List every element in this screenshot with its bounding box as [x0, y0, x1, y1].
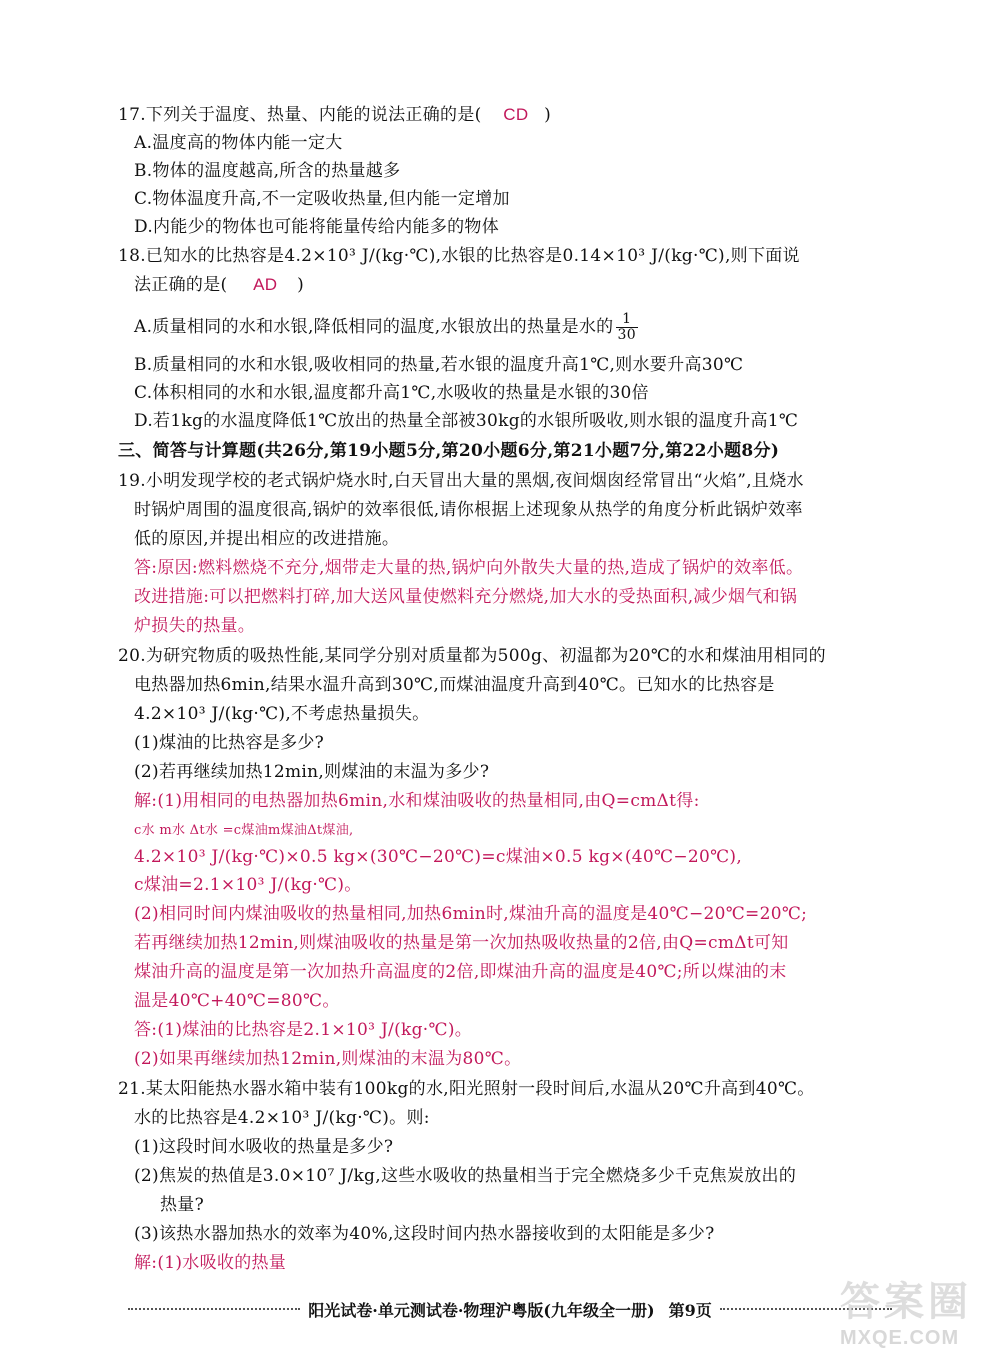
- q21-question-3: (3)该热水器加热水的效率为40%,这段时间内热水器接收到的太阳能是多少?: [134, 1224, 715, 1244]
- q17-option-b: B.物体的温度越高,所含的热量越多: [134, 161, 401, 181]
- q20-question-1: (1)煤油的比热容是多少?: [134, 733, 325, 753]
- q20-stem-line3: 4.2×10³ J/(kg·℃),不考虑热量损失。: [134, 704, 430, 724]
- q18-answer: AD: [253, 275, 278, 294]
- q20-solution-line2: c水 m水 Δt水 =c煤油m煤油Δt煤油,: [134, 823, 354, 838]
- q18-option-d: D.若1kg的水温度降低1℃放出的热量全部被30kg的水银所吸收,则水银的温度升高1℃: [134, 411, 799, 431]
- q18-option-b: B.质量相同的水和水银,吸收相同的热量,若水银的温度升高1℃,则水要升高30℃: [134, 355, 744, 375]
- q20-question-2: (2)若再继续加热12min,则煤油的末温为多少?: [134, 762, 490, 782]
- q19-answer-line3: 炉损失的热量。: [134, 616, 256, 636]
- q17-answer: CD: [503, 105, 529, 124]
- q20-solution-line10: (2)如果再继续加热12min,则煤油的末温为80℃。: [134, 1049, 522, 1069]
- q19-stem-line1: 19.小明发现学校的老式锅炉烧水时,白天冒出大量的黑烟,夜间烟囱经常冒出“火焰”,且烧水: [118, 471, 804, 491]
- q18-option-a: [134, 312, 638, 343]
- fraction: [616, 312, 638, 343]
- q19-stem-line3: 低的原因,并提出相应的改进措施。: [134, 529, 400, 549]
- section-3-heading: 三、简答与计算题(共26分,第19小题5分,第20小题6分,第21小题7分,第22小题8分): [118, 441, 780, 461]
- page-number: 第9页: [668, 1300, 712, 1320]
- q18-option-a-text: A.质量相同的水和水银,降低相同的温度,水银放出的热量是水的: [134, 317, 614, 337]
- q20-solution-line8: 温是40℃+40℃=80℃。: [134, 991, 340, 1011]
- q18-stem-line2: [134, 274, 304, 296]
- fraction-numerator: 1: [616, 312, 638, 328]
- footer-dots-left: [128, 1308, 300, 1310]
- q17-option-a: A.温度高的物体内能一定大: [134, 133, 343, 153]
- q18-option-c: C.体积相同的水和水银,温度都升高1℃,水吸收的热量是水银的30倍: [134, 383, 649, 403]
- q20-solution-line9: 答:(1)煤油的比热容是2.1×10³ J/(kg·℃)。: [134, 1020, 473, 1040]
- q21-solution-start: 解:(1)水吸收的热量: [134, 1253, 287, 1273]
- q20-stem-line2: 电热器加热6min,结果水温升高到30℃,而煤油温度升高到40℃。已知水的比热容是: [134, 675, 775, 695]
- q17-option-c: C.物体温度升高,不一定吸收热量,但内能一定增加: [134, 189, 510, 209]
- q21-question-2-cont: 热量?: [160, 1195, 205, 1215]
- q19-answer-line2: 改进措施:可以把燃料打碎,加大送风量使燃料充分燃烧,加大水的受热面积,减少烟气和锅: [134, 587, 798, 607]
- watermark-logo: [840, 1278, 990, 1358]
- q21-stem-line2: 水的比热容是4.2×10³ J/(kg·℃)。则:: [134, 1108, 430, 1128]
- fraction-denominator: 30: [617, 327, 636, 343]
- watermark-logo-text: 答案圈: [840, 1280, 972, 1324]
- watermark-site: MXQE.COM: [840, 1327, 960, 1349]
- q20-solution-line7: 煤油升高的温度是第一次加热升高温度的2倍,即煤油升高的温度是40℃;所以煤油的末: [134, 962, 787, 982]
- q17-option-d: D.内能少的物体也可能将能量传给内能多的物体: [134, 217, 500, 237]
- q21-question-2: (2)焦炭的热值是3.0×10⁷ J/kg,这些水吸收的热量相当于完全燃烧多少千克焦炭放出的: [134, 1166, 797, 1186]
- q20-solution-line5: (2)相同时间内煤油吸收的热量相同,加热6min时,煤油升高的温度是40℃−20℃=20℃;: [134, 904, 808, 924]
- q20-solution-line3: 4.2×10³ J/(kg·℃)×0.5 kg×(30℃−20℃)=c煤油×0.5 kg×(40℃−20℃),: [134, 847, 743, 867]
- q17-stem-close: ): [544, 105, 552, 125]
- footer-title: 阳光试卷·单元测试卷·物理沪粤版(九年级全一册): [308, 1300, 655, 1320]
- q20-solution-line6: 若再继续加热12min,则煤油吸收的热量是第一次加热吸收热量的2倍,由Q=cmΔt可知: [134, 933, 789, 953]
- q20-solution-line4: c煤油=2.1×10³ J/(kg·℃)。: [134, 875, 362, 895]
- q20-solution-line1: 解:(1)用相同的电热器加热6min,水和煤油吸收的热量相同,由Q=cmΔt得:: [134, 791, 700, 811]
- q21-question-1: (1)这段时间水吸收的热量是多少?: [134, 1137, 394, 1157]
- q18-stem-close: ): [297, 275, 305, 295]
- q18-stem-text: 法正确的是(: [134, 275, 228, 295]
- q20-stem-line1: 20.为研究物质的吸热性能,某同学分别对质量都为500g、初温都为20℃的水和煤油用相同的: [118, 646, 826, 666]
- q21-stem-line1: 21.某太阳能热水器水箱中装有100kg的水,阳光照射一段时间后,水温从20℃升高到40℃。: [118, 1079, 815, 1099]
- q19-stem-line2: 时锅炉周围的温度很高,锅炉的效率很低,请你根据上述现象从热学的角度分析此锅炉效率: [134, 500, 803, 520]
- q17-stem-text: 17.下列关于温度、热量、内能的说法正确的是(: [118, 105, 482, 125]
- q19-answer-line1: 答:原因:燃料燃烧不充分,烟带走大量的热,锅炉向外散失大量的热,造成了锅炉的效率低。: [134, 558, 804, 578]
- q17-stem: [118, 104, 551, 126]
- page-footer: [120, 1298, 900, 1320]
- q18-stem-line1: 18.已知水的比热容是4.2×10³ J/(kg·℃),水银的比热容是0.14×10³ J/(kg·℃),则下面说: [118, 246, 800, 266]
